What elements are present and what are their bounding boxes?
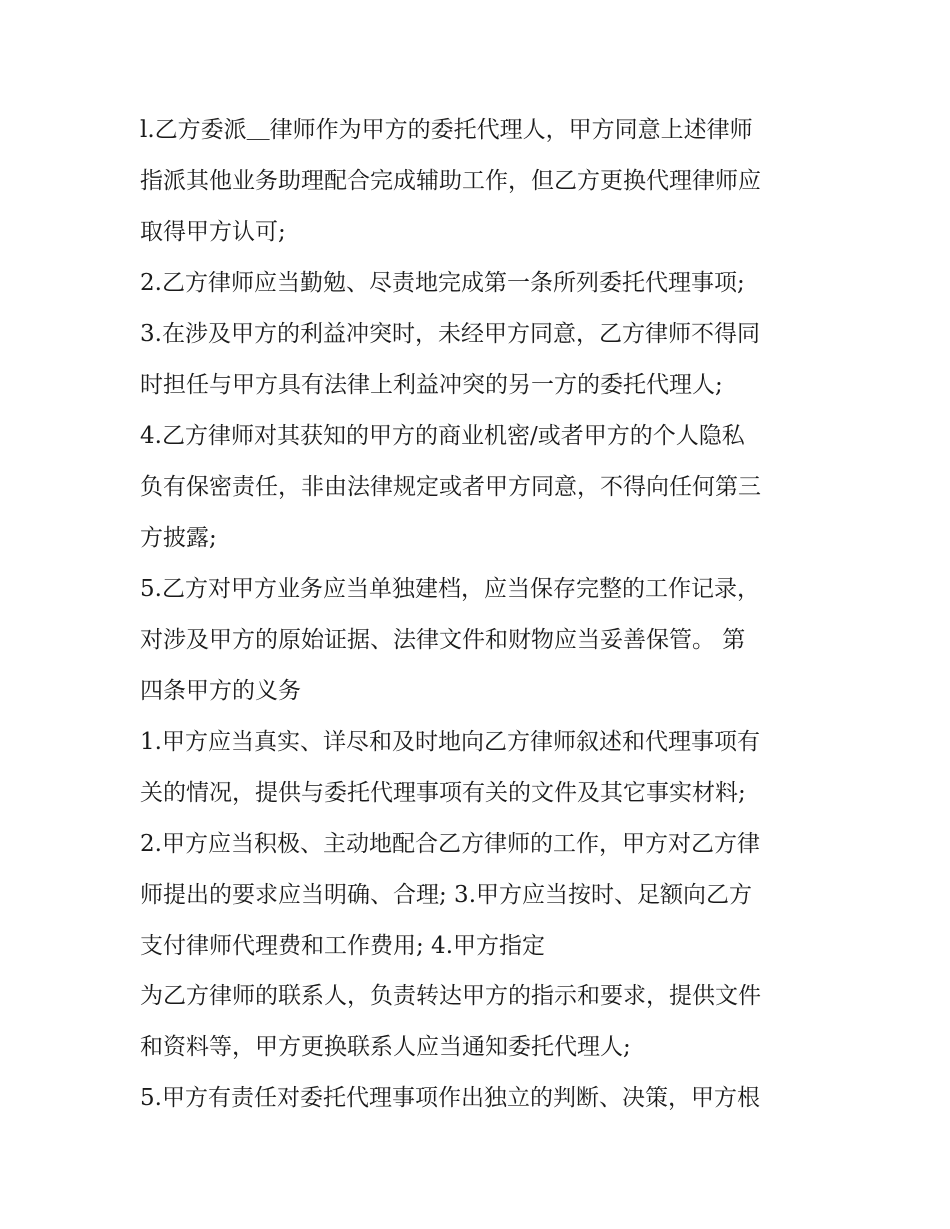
text-line: 关的情况，提供与委托代理事项有关的文件及其它事实材料; — [140, 780, 746, 806]
text-line: 4.乙方律师对其获知的甲方的商业机密/或者甲方的个人隐私 — [140, 423, 745, 449]
text-line: 指派其他业务助理配合完成辅助工作，但乙方更换代理律师应 — [140, 168, 761, 194]
text-line: 2.甲方应当积极、主动地配合乙方律师的工作，甲方对乙方律 — [140, 831, 760, 857]
text-line: 和资料等，甲方更换联系人应当通知委托代理人; — [140, 1034, 631, 1060]
text-line: 5.乙方对甲方业务应当单独建档，应当保存完整的工作记录， — [140, 576, 760, 602]
contract-text — [140, 108, 820, 1127]
text-line: 3.在涉及甲方的利益冲突时，未经甲方同意，乙方律师不得同 — [140, 321, 760, 347]
text-line: 5.甲方有责任对委托代理事项作出独立的判断、决策，甲方根 — [140, 1085, 760, 1111]
text-line: 时担任与甲方具有法律上利益冲突的另一方的委托代理人; — [140, 372, 723, 398]
text-line: 方披露; — [140, 525, 217, 551]
text-line: 取得甲方认可; — [140, 219, 286, 245]
text-line: 2.乙方律师应当勤勉、尽责地完成第一条所列委托代理事项; — [140, 270, 745, 296]
text-line: 师提出的要求应当明确、合理; 3.甲方应当按时、足额向乙方 — [140, 882, 753, 908]
text-line: l.乙方委派＿律师作为甲方的委托代理人，甲方同意上述律师 — [140, 117, 753, 143]
text-line: 支付律师代理费和工作费用; 4.甲方指定 — [140, 933, 546, 959]
text-line: 为乙方律师的联系人，负责转达甲方的指示和要求，提供文件 — [140, 983, 761, 1009]
text-line: 对涉及甲方的原始证据、法律文件和财物应当妥善保管。 第 — [140, 627, 746, 653]
section-heading: 四条甲方的义务 — [140, 678, 301, 704]
text-line: 负有保密责任，非由法律规定或者甲方同意，不得向任何第三 — [140, 474, 761, 500]
text-line: 1.甲方应当真实、详尽和及时地向乙方律师叙述和代理事项有 — [140, 729, 760, 755]
